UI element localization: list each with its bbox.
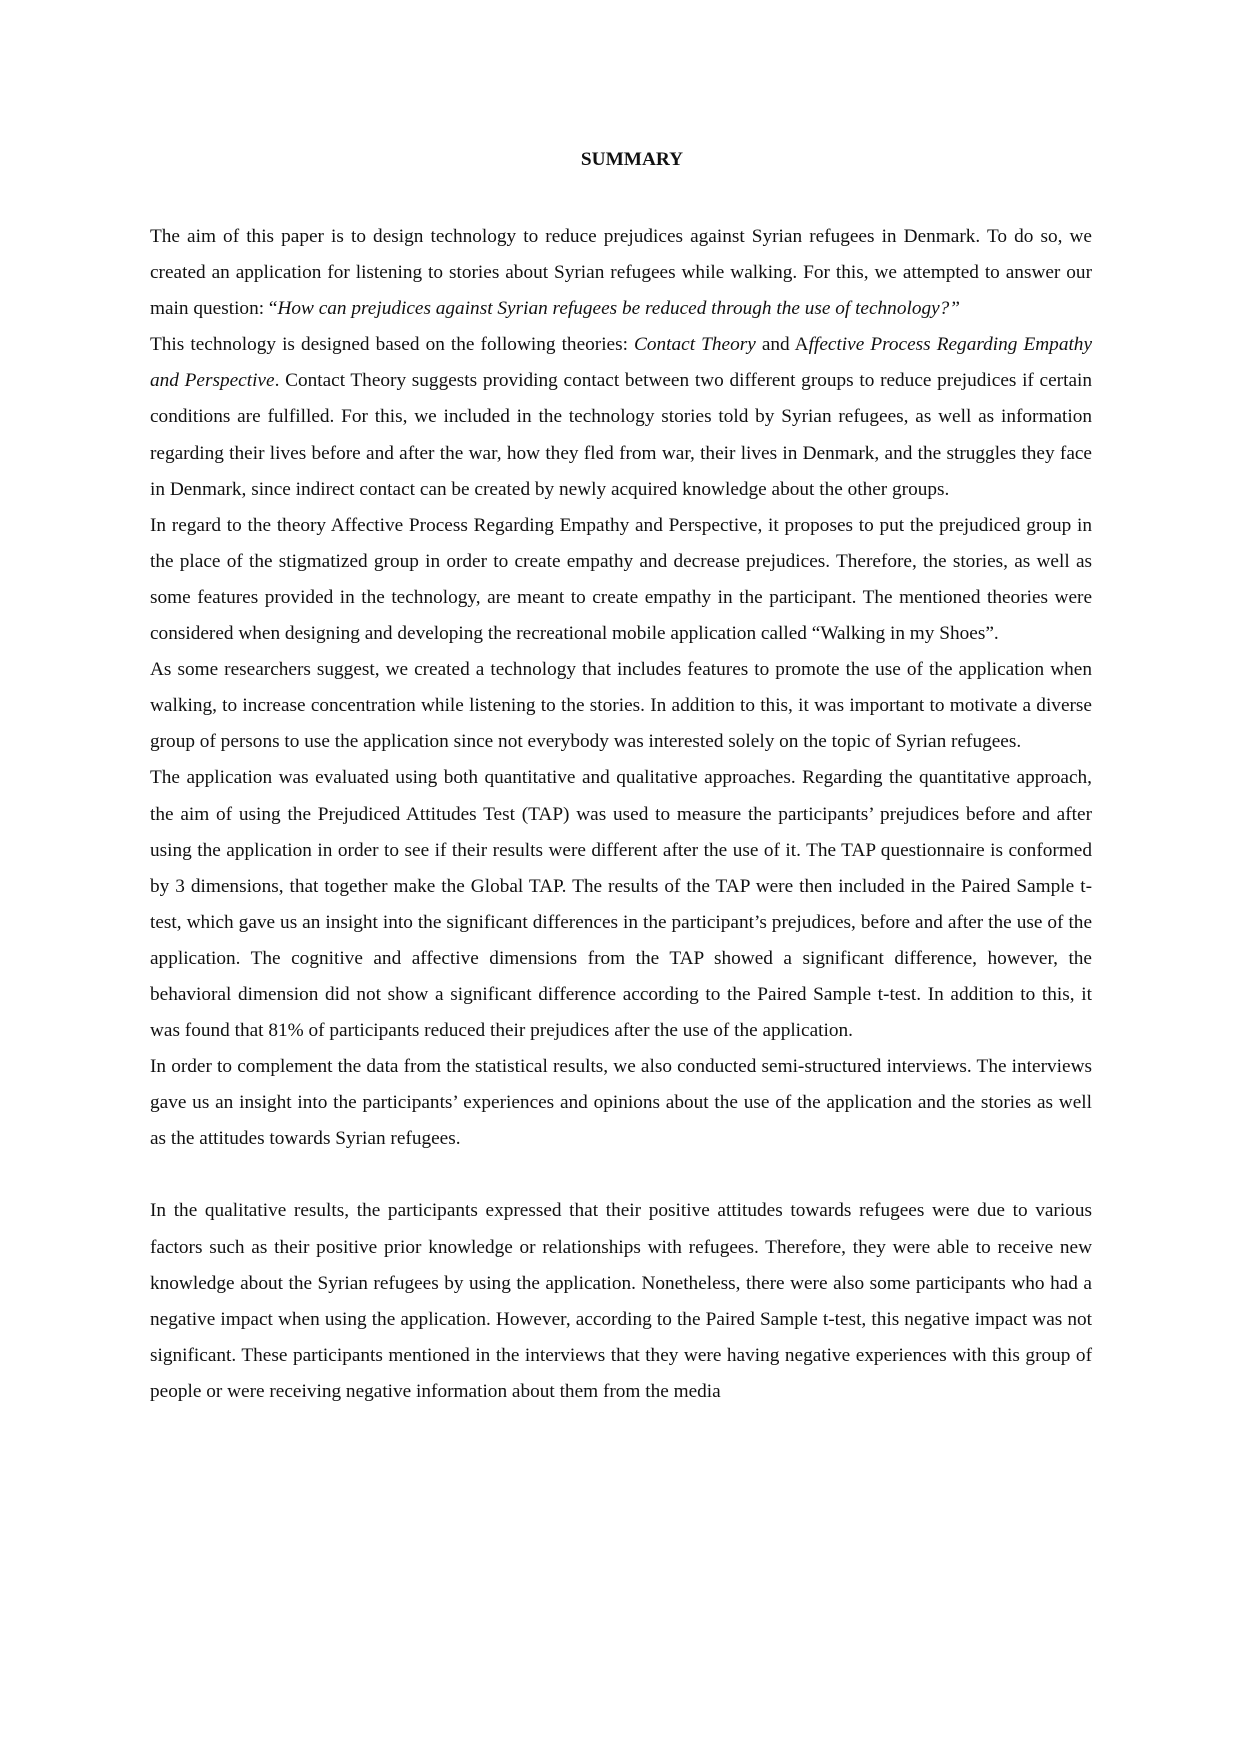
paragraph-theories bbox=[150, 327, 1092, 507]
paragraph-features: As some researchers suggest, we created a technology that includes features to promote the use of the application when walking, to increase concentration while listening to the stories. In addition to this, it was important to motivate a diverse group of persons to use the application since not everybody was interested solely on the topic of Syrian refugees. bbox=[150, 659, 1092, 753]
paragraph-interviews: In order to complement the data from the statistical results, we also conducted semi-structured interviews. The interviews gave us an insight into the participants’ experiences and opinions about the use of the application and the stories as well as the attitudes towards Syrian refugees. bbox=[150, 1056, 1092, 1150]
paragraph-aim bbox=[150, 219, 1092, 327]
paragraph-spacer bbox=[150, 1157, 1092, 1193]
paragraph-aim-text: The aim of this paper is to design technology to reduce prejudices against Syrian refugees in Denmark. To do so, we created an application for listening to stories about Syrian refugees while walking. For this, we attempted to answer our main question: “ bbox=[150, 226, 1092, 320]
theories-rest: . Contact Theory suggests providing contact between two different groups to reduce prejudices if certain conditions are fulfilled. For this, we included in the technology stories told by Syrian refugees, as well as information regarding their lives before and after the war, how they fled from war, their lives in Denmark, and the struggles they face in Denmark, since indirect contact can be created by newly acquired knowledge about the other groups. bbox=[150, 370, 1093, 500]
theories-intro: This technology is designed based on the following theories: bbox=[150, 334, 635, 356]
document-page bbox=[150, 148, 1092, 1410]
theory-affective: ffective Process Regarding Empathy and Perspective bbox=[150, 334, 1093, 392]
page-title: SUMMARY bbox=[580, 149, 684, 170]
theories-and: and A bbox=[755, 334, 809, 356]
paragraph-evaluation: The application was evaluated using both quantitative and qualitative approaches. Regarding the quantitative approach, the aim of using the Prejudiced Attitudes Test (TAP) was used to measure the participants’ prejudices before and after using the application in order to see if their results were different after the use of it. The TAP questionnaire is conformed by 3 dimensions, that together make the Global TAP. The results of the TAP were then included in the Paired Sample t-test, which gave us an insight into the significant differences in the participant’s prejudices, before and after the use of the application. The cognitive and affective dimensions from the TAP showed a significant difference, however, the behavioral dimension did not show a significant difference according to the Paired Sample t-test. In addition to this, it was found that 81% of participants reduced their prejudices after the use of the application. bbox=[150, 767, 1092, 1042]
main-question: How can prejudices against Syrian refugees be reduced through the use of technology?” bbox=[277, 298, 961, 320]
theory-contact: Contact Theory bbox=[634, 334, 756, 356]
paragraph-empathy: In regard to the theory Affective Process Regarding Empathy and Perspective, it proposes to put the prejudiced group in the place of the stigmatized group in order to create empathy and decrease prejudices. Therefore, the stories, as well as some features provided in the technology, are meant to create empathy in the participant. The mentioned theories were considered when designing and developing the recreational mobile application called “Walking in my Shoes”. bbox=[150, 514, 1092, 645]
paragraph-qualitative: In the qualitative results, the participants expressed that their positive attitudes towards refugees were due to various factors such as their positive prior knowledge or relationships with refugees. Therefore, they were able to receive new knowledge about the Syrian refugees by using the application. Nonetheless, there were also some participants who had a negative impact when using the application. However, according to the Paired Sample t-test, this negative impact was not significant. These participants mentioned in the interviews that they were having negative experiences with this group of people or were receiving negative information about them from the media bbox=[150, 1200, 1092, 1402]
